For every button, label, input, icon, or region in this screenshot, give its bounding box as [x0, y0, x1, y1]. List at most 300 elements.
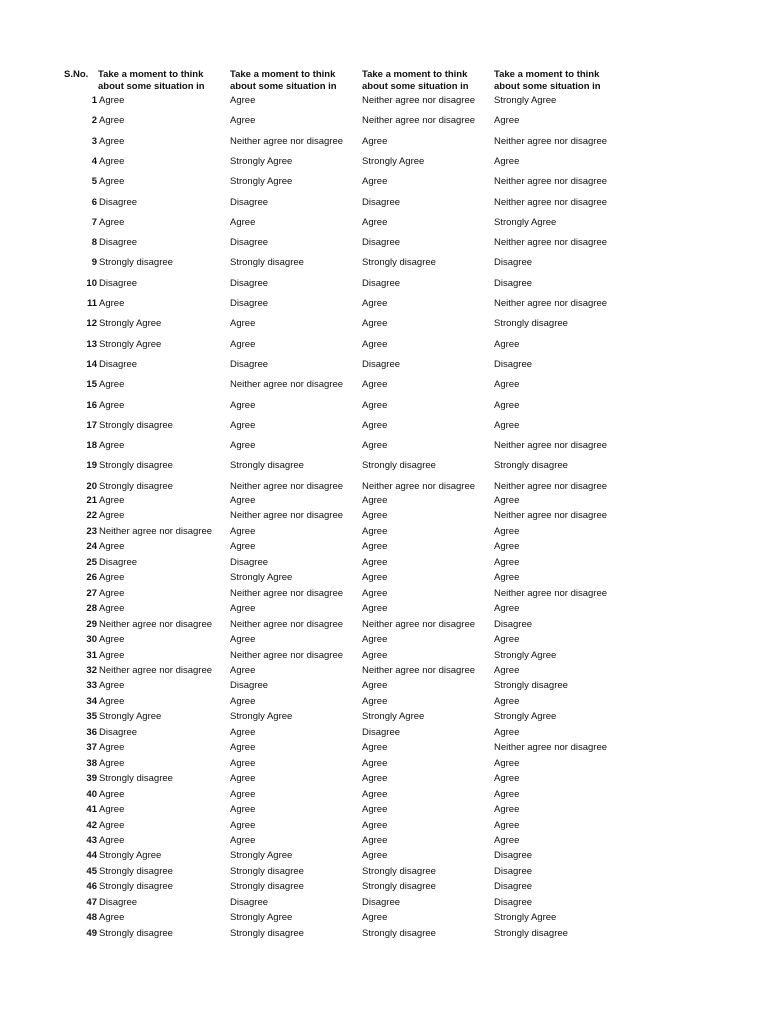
response-cell-q2: Disagree [230, 896, 269, 908]
response-cell-q4: Disagree [494, 896, 533, 908]
table-row [0, 540, 768, 554]
row-number: 17 [86, 419, 97, 431]
table-row [0, 459, 768, 473]
response-cell-q4: Disagree [494, 618, 533, 630]
response-cell-q2: Agree [230, 665, 256, 676]
response-cell-q1: Neither agree nor disagree [99, 525, 213, 537]
response-cell-q2: Strongly Agree [230, 850, 293, 862]
response-cell-q1: Disagree [99, 726, 138, 738]
row-number: 41 [86, 804, 97, 815]
response-cell-q2: Agree [230, 399, 256, 411]
table-row [0, 175, 768, 189]
table-row [0, 618, 768, 632]
table-row [0, 819, 768, 833]
response-cell-q2: Agree [230, 819, 256, 831]
table-row [0, 602, 768, 616]
response-cell-q1: Agree [99, 757, 125, 769]
row-number: 10 [86, 277, 97, 289]
response-cell-q1: Agree [99, 834, 125, 846]
response-cell-q3: Agree [362, 912, 388, 924]
response-cell-q3: Agree [362, 399, 388, 411]
response-cell-q3: Agree [362, 757, 388, 769]
response-cell-q1: Agree [99, 603, 125, 615]
response-cell-q4: Strongly disagree [494, 927, 568, 939]
response-cell-q2: Agree [230, 115, 256, 127]
response-cell-q3: Agree [362, 788, 388, 800]
response-cell-q1: Agree [99, 819, 125, 831]
row-number: 22 [86, 510, 97, 522]
response-cell-q4: Agree [494, 556, 520, 568]
response-cell-q3: Strongly disagree [362, 257, 436, 269]
table-row [0, 439, 768, 453]
response-cell-q2: Agree [230, 95, 256, 106]
response-cell-q4: Neither agree nor disagree [494, 480, 608, 492]
response-cell-q2: Neither agree nor disagree [230, 135, 344, 147]
response-cell-q3: Strongly disagree [362, 881, 436, 893]
row-number: 33 [86, 680, 97, 692]
table-row [0, 649, 768, 663]
table-row [0, 664, 768, 678]
response-cell-q1: Agree [99, 510, 125, 522]
response-cell-q4: Agree [494, 338, 520, 350]
response-cell-q4: Agree [494, 819, 520, 831]
response-cell-q4: Strongly Agree [494, 649, 557, 661]
row-number: 35 [86, 711, 97, 723]
response-cell-q3: Agree [362, 773, 388, 785]
row-number: 39 [86, 773, 97, 785]
response-cell-q4: Agree [494, 788, 520, 800]
table-row [0, 788, 768, 802]
response-cell-q3: Agree [362, 510, 388, 522]
table-row [0, 216, 768, 230]
row-number: 15 [86, 379, 97, 391]
response-cell-q2: Strongly disagree [230, 257, 304, 269]
response-cell-q3: Disagree [362, 277, 401, 289]
response-cell-q4: Disagree [494, 850, 533, 862]
table-row [0, 695, 768, 709]
response-cell-q3: Neither agree nor disagree [362, 480, 476, 492]
response-cell-q3: Disagree [362, 196, 401, 208]
response-cell-q2: Disagree [230, 358, 269, 370]
table-row [0, 317, 768, 331]
response-cell-q3: Disagree [362, 237, 401, 249]
row-number: 21 [86, 495, 97, 506]
row-number: 25 [86, 556, 97, 568]
response-cell-q2: Strongly disagree [230, 927, 304, 939]
response-cell-q4: Neither agree nor disagree [494, 510, 608, 522]
header-question-4: Take a moment to think about some situation in [494, 69, 601, 92]
response-cell-q4: Neither agree nor disagree [494, 196, 608, 208]
response-cell-q1: Agree [99, 572, 125, 584]
header-question-3: Take a moment to think about some situation in [362, 69, 469, 92]
response-cell-q4: Agree [494, 757, 520, 769]
response-cell-q3: Agree [362, 804, 388, 815]
response-cell-q1: Agree [99, 788, 125, 800]
row-number: 24 [86, 541, 97, 553]
table-row [0, 256, 768, 270]
row-number: 46 [86, 881, 97, 893]
response-cell-q4: Neither agree nor disagree [494, 176, 608, 188]
response-cell-q4: Strongly disagree [494, 318, 568, 330]
response-cell-q3: Agree [362, 135, 388, 147]
survey-response-table [0, 68, 768, 939]
table-row [0, 480, 768, 494]
response-cell-q3: Agree [362, 419, 388, 431]
response-cell-q3: Agree [362, 587, 388, 599]
response-cell-q3: Agree [362, 819, 388, 831]
response-cell-q1: Agree [99, 155, 125, 167]
table-row [0, 880, 768, 894]
row-number: 8 [91, 237, 97, 249]
response-cell-q2: Neither agree nor disagree [230, 587, 344, 599]
row-number: 49 [86, 927, 97, 939]
response-cell-q3: Agree [362, 216, 388, 228]
response-cell-q4: Neither agree nor disagree [494, 135, 608, 147]
response-cell-q4: Agree [494, 379, 520, 391]
table-row [0, 114, 768, 128]
row-number: 32 [86, 665, 97, 676]
response-cell-q1: Strongly disagree [99, 773, 173, 785]
response-cell-q4: Disagree [494, 257, 533, 269]
table-row [0, 236, 768, 250]
table-row [0, 196, 768, 210]
table-row [0, 587, 768, 601]
row-number: 38 [86, 757, 97, 769]
response-cell-q3: Agree [362, 298, 388, 309]
response-cell-q3: Disagree [362, 896, 401, 908]
response-cell-q1: Strongly disagree [99, 881, 173, 893]
response-cell-q2: Neither agree nor disagree [230, 480, 344, 492]
table-row [0, 155, 768, 169]
response-cell-q1: Agree [99, 176, 125, 188]
response-cell-q3: Agree [362, 603, 388, 615]
response-cell-q2: Agree [230, 804, 256, 815]
response-cell-q1: Strongly disagree [99, 865, 173, 877]
table-row [0, 297, 768, 311]
response-cell-q4: Neither agree nor disagree [494, 298, 608, 309]
row-number: 37 [86, 742, 97, 754]
response-cell-q4: Strongly Agree [494, 711, 557, 723]
response-cell-q1: Agree [99, 804, 125, 815]
response-cell-q4: Agree [494, 399, 520, 411]
response-cell-q2: Agree [230, 788, 256, 800]
table-row [0, 494, 768, 508]
row-number: 3 [91, 135, 97, 147]
response-cell-q3: Agree [362, 834, 388, 846]
response-cell-q3: Agree [362, 695, 388, 707]
response-cell-q4: Strongly disagree [494, 460, 568, 472]
row-number: 16 [86, 399, 97, 411]
table-row [0, 399, 768, 413]
response-cell-q2: Agree [230, 318, 256, 330]
response-cell-q2: Disagree [230, 277, 269, 289]
row-number: 30 [86, 634, 97, 645]
response-cell-q4: Neither agree nor disagree [494, 237, 608, 249]
row-number: 4 [91, 155, 97, 167]
row-number: 19 [86, 460, 97, 472]
table-row [0, 338, 768, 352]
response-cell-q1: Disagree [99, 556, 138, 568]
table-row [0, 94, 768, 108]
response-cell-q2: Strongly Agree [230, 176, 293, 188]
row-number: 12 [86, 318, 97, 330]
table-row [0, 726, 768, 740]
table-row [0, 741, 768, 755]
response-cell-q2: Strongly Agree [230, 912, 293, 924]
response-cell-q3: Strongly disagree [362, 927, 436, 939]
response-cell-q1: Agree [99, 216, 125, 228]
response-cell-q1: Agree [99, 115, 125, 127]
response-cell-q2: Agree [230, 440, 256, 452]
row-number: 5 [91, 176, 97, 188]
response-cell-q3: Agree [362, 541, 388, 553]
row-number: 31 [86, 649, 97, 661]
response-cell-q1: Agree [99, 298, 125, 309]
table-row [0, 525, 768, 539]
row-number: 42 [86, 819, 97, 831]
table-row [0, 896, 768, 910]
row-number: 34 [86, 695, 97, 707]
response-cell-q4: Agree [494, 572, 520, 584]
response-cell-q4: Agree [494, 726, 520, 738]
response-cell-q4: Neither agree nor disagree [494, 587, 608, 599]
response-cell-q2: Disagree [230, 298, 269, 309]
row-number: 36 [86, 726, 97, 738]
response-cell-q2: Disagree [230, 680, 269, 692]
row-number: 18 [86, 440, 97, 452]
table-row [0, 927, 768, 941]
row-number: 45 [86, 865, 97, 877]
response-cell-q2: Strongly disagree [230, 865, 304, 877]
table-row [0, 633, 768, 647]
response-cell-q2: Disagree [230, 237, 269, 249]
response-cell-q1: Strongly disagree [99, 460, 173, 472]
response-cell-q3: Neither agree nor disagree [362, 115, 476, 127]
response-cell-q3: Agree [362, 176, 388, 188]
row-number: 29 [86, 618, 97, 630]
response-cell-q4: Agree [494, 541, 520, 553]
response-cell-q4: Agree [494, 634, 520, 645]
response-cell-q4: Disagree [494, 277, 533, 289]
response-cell-q2: Strongly Agree [230, 572, 293, 584]
response-cell-q3: Agree [362, 572, 388, 584]
response-cell-q2: Disagree [230, 556, 269, 568]
table-row [0, 277, 768, 291]
response-cell-q3: Disagree [362, 726, 401, 738]
response-cell-q2: Agree [230, 419, 256, 431]
response-cell-q2: Neither agree nor disagree [230, 649, 344, 661]
response-cell-q2: Agree [230, 634, 256, 645]
response-cell-q2: Agree [230, 338, 256, 350]
response-cell-q3: Agree [362, 634, 388, 645]
table-row [0, 571, 768, 585]
response-cell-q2: Agree [230, 603, 256, 615]
table-row [0, 509, 768, 523]
row-number: 40 [86, 788, 97, 800]
response-cell-q3: Strongly disagree [362, 460, 436, 472]
table-row [0, 834, 768, 848]
response-cell-q3: Agree [362, 495, 388, 506]
response-cell-q1: Disagree [99, 277, 138, 289]
table-row [0, 849, 768, 863]
response-cell-q2: Agree [230, 757, 256, 769]
table-row [0, 772, 768, 786]
response-cell-q1: Agree [99, 912, 125, 924]
response-cell-q2: Agree [230, 495, 256, 506]
row-number: 14 [86, 358, 97, 370]
response-cell-q4: Disagree [494, 881, 533, 893]
response-cell-q1: Disagree [99, 237, 138, 249]
response-cell-q4: Agree [494, 834, 520, 846]
response-cell-q3: Agree [362, 318, 388, 330]
response-cell-q1: Agree [99, 649, 125, 661]
response-cell-q4: Agree [494, 115, 520, 127]
response-cell-q3: Agree [362, 649, 388, 661]
response-cell-q2: Agree [230, 773, 256, 785]
response-cell-q3: Strongly disagree [362, 865, 436, 877]
response-cell-q1: Agree [99, 440, 125, 452]
row-number: 1 [91, 95, 97, 106]
row-number: 43 [86, 834, 97, 846]
response-cell-q4: Disagree [494, 865, 533, 877]
response-cell-q1: Agree [99, 541, 125, 553]
response-cell-q3: Agree [362, 338, 388, 350]
table-row [0, 378, 768, 392]
response-cell-q2: Agree [230, 216, 256, 228]
response-cell-q2: Strongly Agree [230, 155, 293, 167]
response-cell-q3: Strongly Agree [362, 711, 425, 723]
table-row [0, 419, 768, 433]
response-cell-q4: Agree [494, 603, 520, 615]
row-number: 44 [86, 850, 97, 862]
response-cell-q1: Neither agree nor disagree [99, 665, 213, 676]
response-cell-q2: Neither agree nor disagree [230, 379, 344, 391]
response-cell-q4: Agree [494, 804, 520, 815]
response-cell-q1: Disagree [99, 896, 138, 908]
response-cell-q1: Agree [99, 587, 125, 599]
response-cell-q4: Disagree [494, 358, 533, 370]
row-number: 23 [86, 525, 97, 537]
response-cell-q1: Strongly disagree [99, 927, 173, 939]
response-cell-q1: Agree [99, 634, 125, 645]
response-cell-q4: Neither agree nor disagree [494, 742, 608, 754]
response-cell-q4: Agree [494, 419, 520, 431]
response-cell-q4: Neither agree nor disagree [494, 440, 608, 452]
row-number: 20 [86, 480, 97, 492]
row-number: 28 [86, 603, 97, 615]
response-cell-q3: Disagree [362, 358, 401, 370]
response-cell-q3: Agree [362, 440, 388, 452]
response-cell-q4: Agree [494, 495, 520, 506]
table-row [0, 679, 768, 693]
response-cell-q2: Neither agree nor disagree [230, 618, 344, 630]
response-cell-q4: Agree [494, 773, 520, 785]
row-number: 48 [86, 912, 97, 924]
response-cell-q2: Strongly disagree [230, 881, 304, 893]
response-cell-q3: Neither agree nor disagree [362, 665, 476, 676]
response-cell-q1: Agree [99, 95, 125, 106]
response-cell-q1: Agree [99, 495, 125, 506]
table-row [0, 710, 768, 724]
row-number: 2 [91, 115, 97, 127]
response-cell-q1: Agree [99, 135, 125, 147]
response-cell-q1: Strongly disagree [99, 480, 173, 492]
response-cell-q4: Agree [494, 695, 520, 707]
response-cell-q4: Strongly disagree [494, 680, 568, 692]
response-cell-q4: Strongly Agree [494, 216, 557, 228]
row-number: 9 [91, 257, 97, 269]
response-cell-q3: Neither agree nor disagree [362, 618, 476, 630]
response-cell-q2: Agree [230, 525, 256, 537]
response-cell-q1: Agree [99, 742, 125, 754]
table-row [0, 757, 768, 771]
response-cell-q2: Neither agree nor disagree [230, 510, 344, 522]
response-cell-q1: Strongly disagree [99, 257, 173, 269]
response-cell-q4: Agree [494, 525, 520, 537]
table-row [0, 556, 768, 570]
response-cell-q2: Strongly Agree [230, 711, 293, 723]
row-number: 11 [86, 298, 97, 309]
response-cell-q3: Agree [362, 850, 388, 862]
response-cell-q3: Agree [362, 379, 388, 391]
response-cell-q4: Agree [494, 665, 520, 676]
response-cell-q3: Agree [362, 556, 388, 568]
response-cell-q3: Agree [362, 680, 388, 692]
response-cell-q2: Agree [230, 726, 256, 738]
header-question-1: Take a moment to think about some situation in [98, 69, 205, 92]
response-cell-q3: Agree [362, 525, 388, 537]
response-cell-q3: Agree [362, 742, 388, 754]
response-cell-q2: Agree [230, 834, 256, 846]
response-cell-q4: Strongly Agree [494, 912, 557, 924]
response-cell-q1: Agree [99, 379, 125, 391]
row-number: 27 [86, 587, 97, 599]
header-sno: S.No. [64, 69, 89, 80]
response-cell-q1: Strongly Agree [99, 711, 162, 723]
response-cell-q1: Agree [99, 695, 125, 707]
response-cell-q1: Strongly Agree [99, 338, 162, 350]
table-row [0, 865, 768, 879]
response-cell-q1: Strongly Agree [99, 850, 162, 862]
row-number: 26 [86, 572, 97, 584]
row-number: 7 [91, 216, 97, 228]
row-number: 6 [91, 196, 97, 208]
response-cell-q2: Agree [230, 695, 256, 707]
response-cell-q4: Strongly Agree [494, 95, 557, 106]
response-cell-q1: Strongly disagree [99, 419, 173, 431]
response-cell-q2: Strongly disagree [230, 460, 304, 472]
response-cell-q3: Strongly Agree [362, 155, 425, 167]
response-cell-q2: Agree [230, 742, 256, 754]
response-cell-q1: Neither agree nor disagree [99, 618, 213, 630]
response-cell-q2: Agree [230, 541, 256, 553]
response-cell-q2: Disagree [230, 196, 269, 208]
table-row [0, 358, 768, 372]
response-cell-q3: Neither agree nor disagree [362, 95, 476, 106]
row-number: 13 [86, 338, 97, 350]
response-cell-q1: Disagree [99, 196, 138, 208]
table-row [0, 911, 768, 925]
row-number: 47 [86, 896, 97, 908]
response-cell-q1: Disagree [99, 358, 138, 370]
response-cell-q1: Strongly Agree [99, 318, 162, 330]
header-question-2: Take a moment to think about some situation in [230, 69, 337, 92]
response-cell-q1: Agree [99, 680, 125, 692]
table-header-row [0, 68, 768, 94]
response-cell-q1: Agree [99, 399, 125, 411]
table-row [0, 135, 768, 149]
response-cell-q4: Agree [494, 155, 520, 167]
